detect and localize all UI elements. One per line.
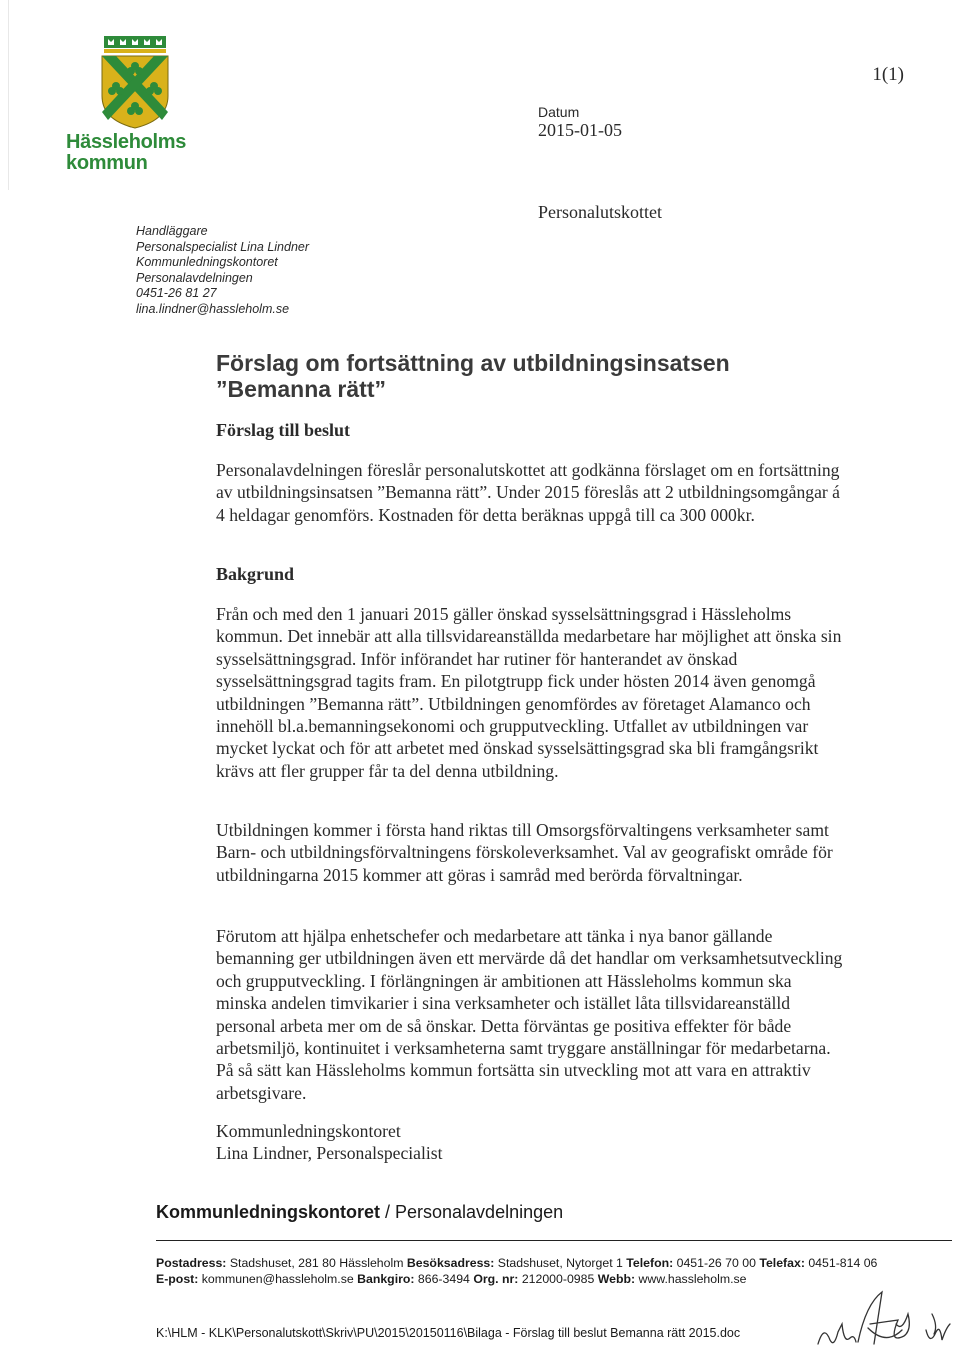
sign-person: Lina Lindner, Personalspecialist — [216, 1143, 443, 1164]
phone-value: 0451-26 70 00 — [673, 1256, 760, 1270]
footer-contact-line2 — [156, 1271, 877, 1287]
handler-line: Personalavdelningen — [136, 270, 253, 285]
recipient: Personalutskottet — [538, 202, 662, 222]
title-line1: Förslag om fortsättning av utbildningsinsatsen — [216, 350, 730, 376]
visit-label: Besöksadress: — [406, 1256, 495, 1270]
document-title — [216, 350, 856, 402]
coat-of-arms-logo — [96, 34, 174, 130]
scan-edge-line — [8, 0, 9, 190]
handler-line: Kommunledningskontoret — [136, 255, 278, 270]
footer-contact-info — [156, 1255, 877, 1287]
handler-line: 0451-26 81 27 — [136, 286, 217, 301]
handwritten-signature — [808, 1284, 958, 1356]
phone-label: Telefon: — [626, 1256, 674, 1270]
sign-off — [216, 1120, 846, 1165]
date-value: 2015-01-05 — [538, 120, 622, 140]
handler-line: Personalspecialist Lina Lindner — [136, 239, 310, 254]
email-value: kommunen@hassleholm.se — [198, 1272, 358, 1286]
date-label: Datum — [538, 104, 580, 120]
footer-department — [156, 1202, 563, 1223]
bankgiro-value: 866-3494 — [414, 1272, 474, 1286]
footer-contact-line1 — [156, 1255, 877, 1271]
page-number: 1(1) — [872, 64, 904, 85]
municipality-logo-text — [66, 132, 216, 174]
background-heading: Bakgrund — [216, 564, 295, 584]
handler-block — [136, 224, 309, 318]
handler-label: Handläggare — [136, 224, 208, 238]
background-paragraph-2: Utbildningen kommer i första hand riktas till Omsorgsförvaltingens verksamheter samt Barn- och utbildningsförvaltningens förskoleverksamhet. Val av geografiskt område för utbildningarna 2015 kommer att göras i samråd med berörda förvaltningar. — [216, 820, 833, 885]
footer-dept-bold: Kommunledningskontoret — [156, 1202, 380, 1222]
web-value: www.hassleholm.se — [635, 1272, 747, 1286]
org-value: 212000-0985 — [518, 1272, 598, 1286]
org-label: Org. nr: — [473, 1272, 519, 1286]
logo-text-line2: kommun — [66, 152, 148, 174]
logo-text-line1: Hässleholms — [66, 131, 187, 153]
email-label: E-post: — [156, 1272, 199, 1286]
handler-email: lina.lindner@hassleholm.se — [136, 301, 290, 316]
postal-value: Stadshuset, 281 80 Hässleholm — [226, 1256, 407, 1270]
background-paragraph-3: Förutom att hjälpa enhetschefer och medarbetare att tänka i nya banor gällande bemanning ger utbildningen även ett mervärde då det handlar om verksamhetsutveckling och grupputveckling. I förlängningen är ambitionen att Hässleholms kommun ska minska andelen timvikarier i sina verksamheter och istället låta tillsvidareanställd personal arbeta mer om de så önskar. Detta förväntas ge positiva effekter för både arbetsmiljö, kontinuitet i verksamheterna samt tryggare anställningar för medarbetarna. På så sätt kan Hässleholms kommun fortsätta sin utveckling mot att vara en attraktiv arbetsgivare. — [216, 926, 843, 1103]
title-line2: ”Bemanna rätt” — [216, 376, 386, 402]
background-paragraph-1: Från och med den 1 januari 2015 gäller önskad sysselsättningsgrad i Hässleholms kommun. Det innebär att alla tillsvidareanställda medarbetare har möjlighet att önska sin sysselsättningsgrad. Inför införandet har rutiner för hanterandet av önskad sysselsättningsgrad tagits fram. En pilotgtrupp fick under hösten 2014 även genomgå utbildningen ”Bemanna rätt”. Utbildningen genomfördes av företaget Alamanco och innehöll bl.a.bemanningsekonomi och grupputveckling. Utfallet av utbildningen var mycket lyckat och för att arbetet med önskad sysselsättingsgrad ska bli framgångsrikt krävs att fler grupper får ta del denna utbildning. — [216, 604, 842, 781]
fax-label: Telefax: — [759, 1256, 805, 1270]
sign-office: Kommunledningskontoret — [216, 1121, 401, 1141]
proposal-paragraph: Personalavdelningen föreslår personalutskottet att godkänna förslaget om en fortsättning av utbildningsinsatsen ”Bemanna rätt”. Under 2015 föreslås att 2 utbildningsomgångar á 4 heldagar genomförs. Kostnaden för detta beräknas uppgå till ca 300 000kr. — [216, 460, 840, 525]
web-label: Webb: — [597, 1272, 636, 1286]
visit-value: Stadshuset, Nytorget 1 — [494, 1256, 627, 1270]
file-path: K:\HLM - KLK\Personalutskott\Skriv\PU\2015\20150116\Bilaga - Förslag till beslut Bemanna rätt 2015.doc — [156, 1326, 741, 1340]
footer-divider — [156, 1240, 952, 1241]
postal-label: Postadress: — [156, 1256, 227, 1270]
bankgiro-label: Bankgiro: — [357, 1272, 415, 1286]
fax-value: 0451-814 06 — [804, 1256, 878, 1270]
proposal-heading: Förslag till beslut — [216, 420, 350, 440]
footer-dept-rest: / Personalavdelningen — [380, 1202, 564, 1222]
